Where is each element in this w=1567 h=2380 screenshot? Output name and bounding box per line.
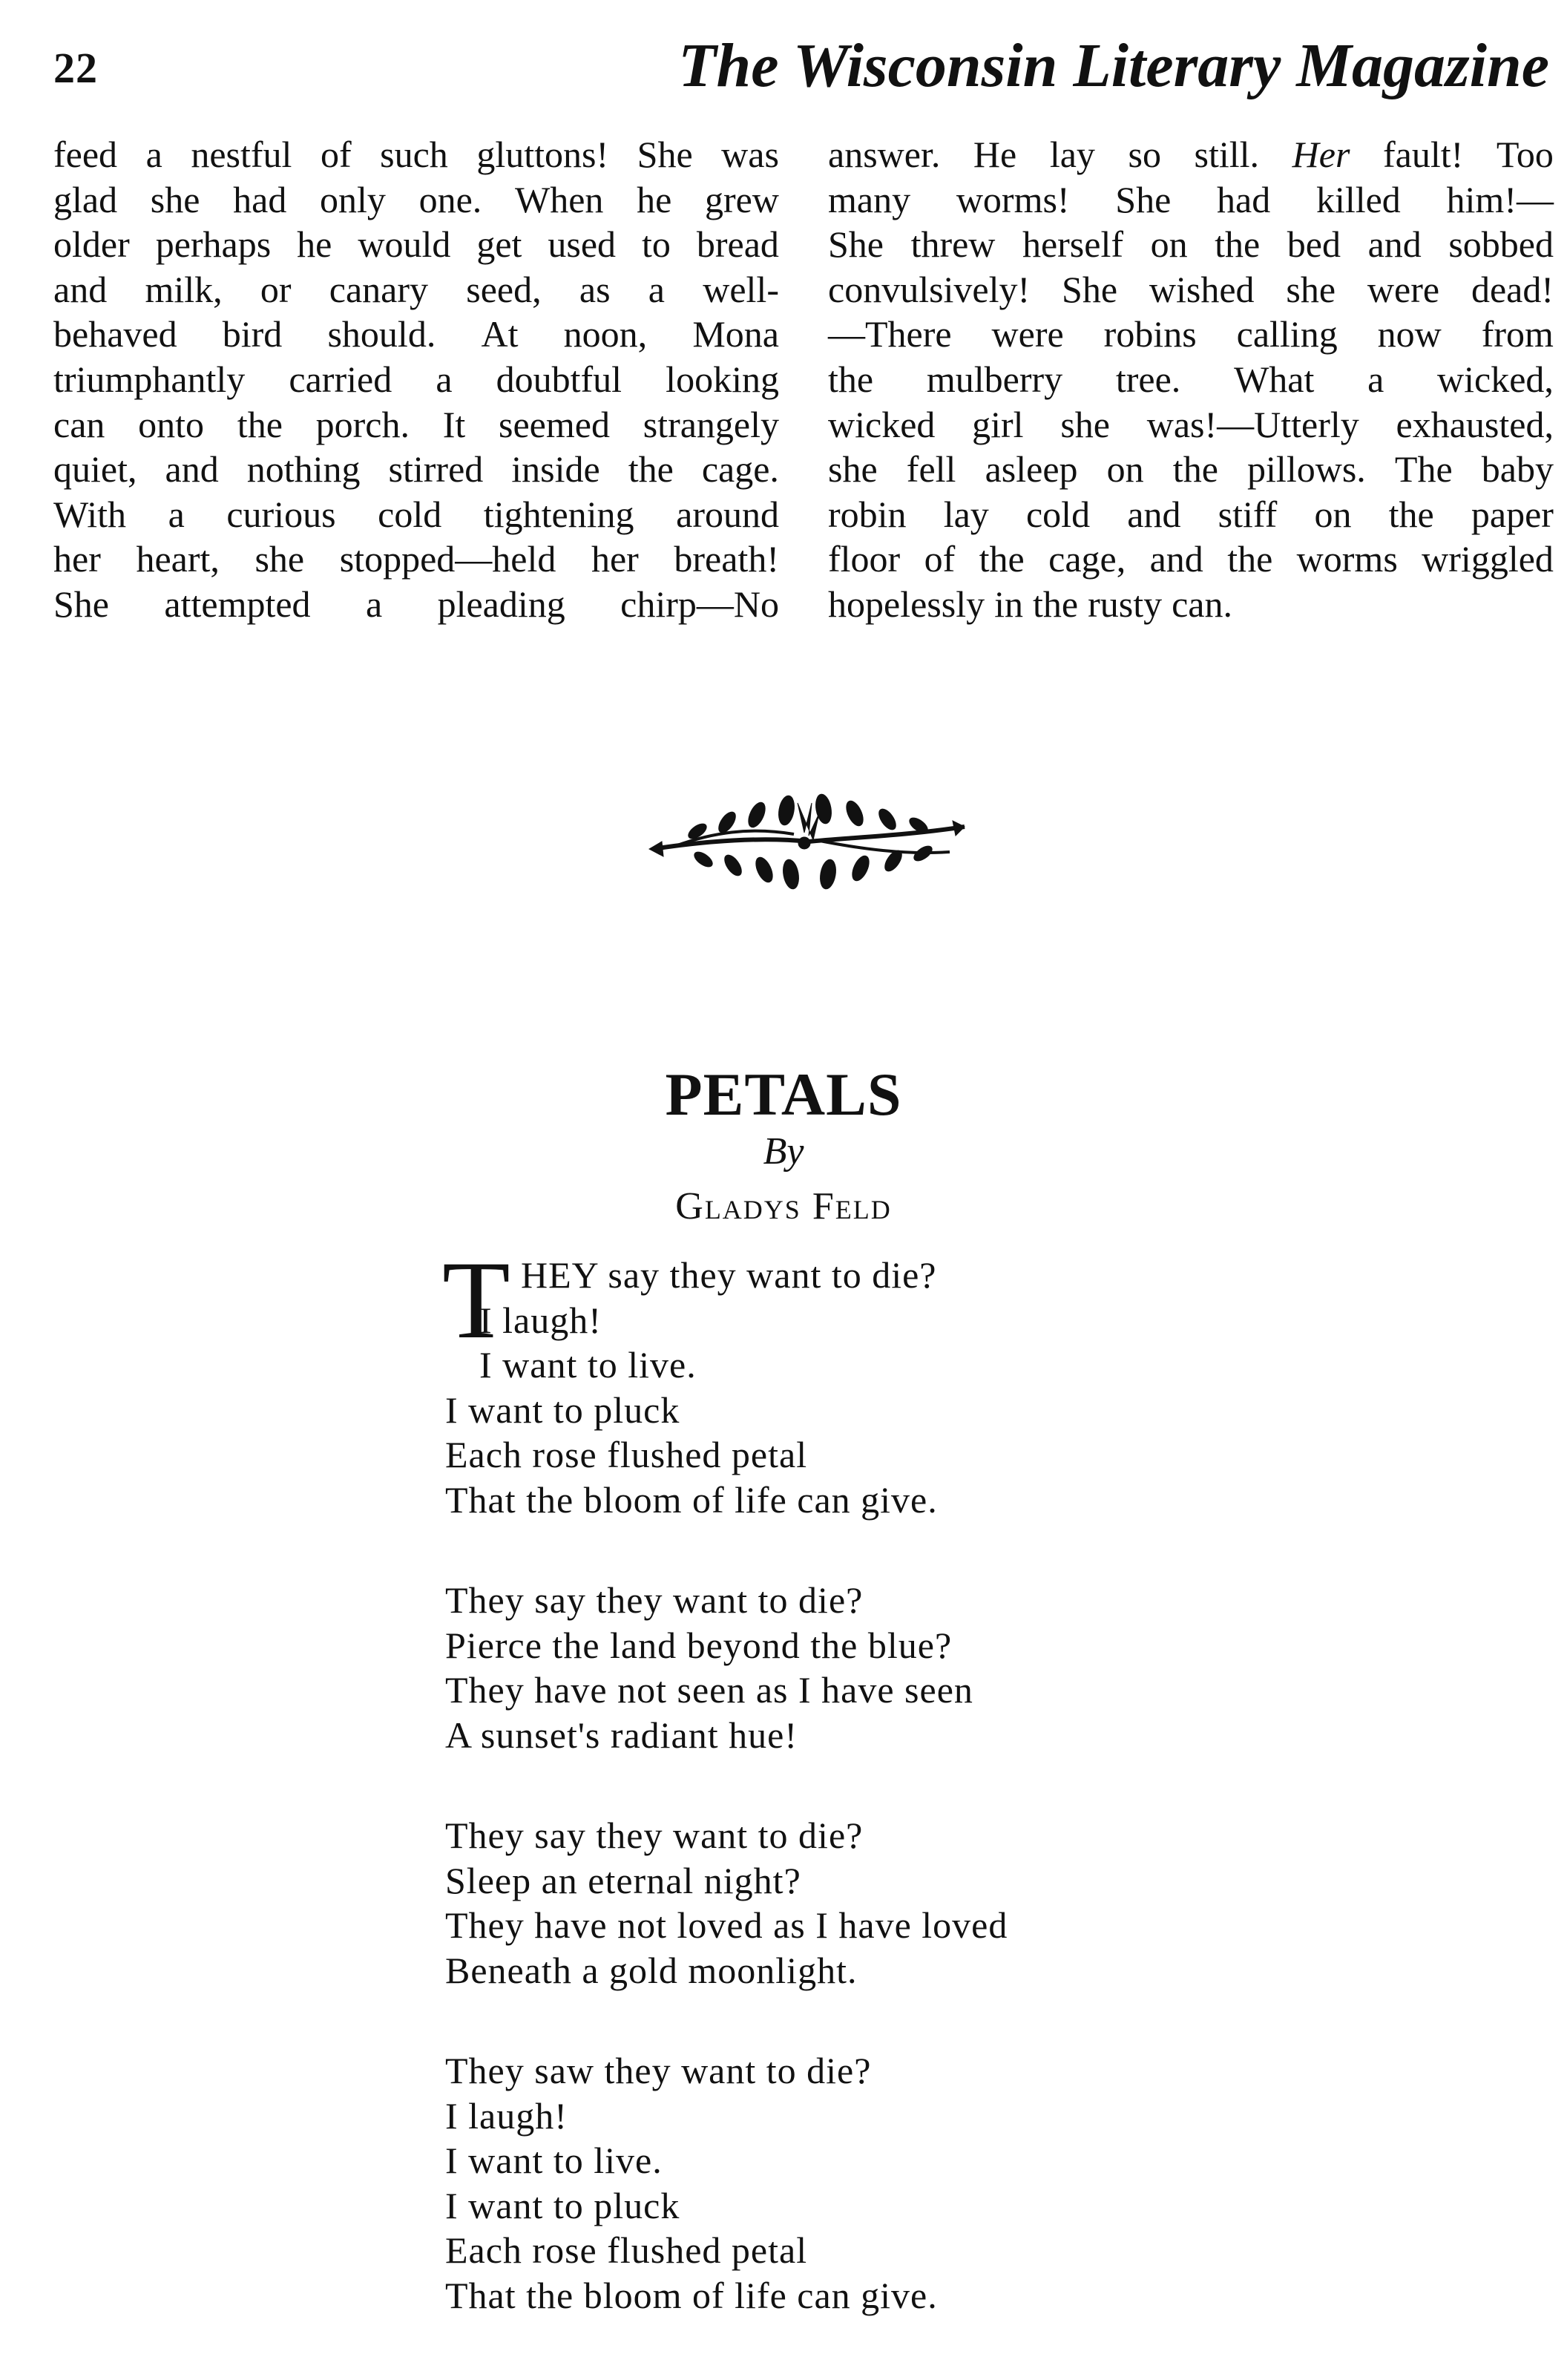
poem-line: That the bloom of life can give.	[445, 1478, 938, 1521]
prose-columns	[53, 132, 1554, 652]
poem-line: I want to pluck	[445, 1389, 680, 1431]
poem-line: I laugh!	[445, 2094, 568, 2137]
prose-line: She threw herself on the bed and sobbed	[828, 223, 1554, 266]
prose-left-column	[53, 132, 779, 627]
prose-line: and milk, or canary seed, as a well-	[53, 268, 779, 310]
prose-line: answer. He lay so still. Her fault! Too	[828, 134, 1554, 175]
prose-line: hopelessly in the rusty can.	[828, 583, 1232, 625]
poem-line: Pierce the land beyond the blue?	[445, 1624, 953, 1666]
poem-line: I want to live.	[445, 2140, 663, 2181]
poem-line: That the bloom of life can give.	[445, 2274, 938, 2316]
prose-line: wicked girl she was!—Utterly exhausted,	[828, 403, 1554, 445]
prose-line: convulsively! She wished she were dead!	[828, 268, 1554, 310]
leafy-branch-ornament-icon	[645, 788, 972, 899]
prose-line: quiet, and nothing stirred inside the cage.	[53, 448, 779, 491]
poem-line: They say they want to die?	[445, 1579, 864, 1621]
poem-stanza-1	[442, 1239, 1336, 1522]
prose-line: robin lay cold and stiff on the paper	[828, 493, 1554, 535]
prose-line: older perhaps he would get used to bread	[53, 223, 779, 266]
poem-stanza-2	[445, 1578, 1336, 1757]
prose-line: feed a nestful of such gluttons! She was	[53, 134, 779, 175]
poem-line: They saw they want to die?	[445, 2050, 872, 2091]
poem-line: A sunset's radiant hue!	[445, 1714, 798, 1756]
poem-line: They have not loved as I have loved	[445, 1904, 1008, 1946]
prose-line: triumphantly carried a doubtful looking	[53, 358, 779, 400]
poem-stanza-4	[445, 2048, 1336, 2318]
prose-line: behaved bird should. At noon, Mona	[53, 313, 779, 355]
poem-title: PETALS	[665, 1060, 902, 1128]
prose-line: With a curious cold tightening around	[53, 493, 779, 535]
running-head-magazine-title: The Wisconsin Literary Magazine	[678, 31, 1549, 100]
poem-line: Each rose flushed petal	[445, 2229, 808, 2271]
prose-line: can onto the porch. It seemed strangely	[53, 403, 779, 445]
prose-line: her heart, she stopped—held her breath!	[53, 538, 779, 580]
prose-right-column	[828, 132, 1554, 627]
prose-line: glad she had only one. When he grew	[53, 178, 779, 220]
drop-cap: T	[442, 1239, 511, 1362]
poem-line: They have not seen as I have seen	[445, 1669, 973, 1711]
poem-author: Gladys Feld	[675, 1185, 892, 1227]
prose-line: the mulberry tree. What a wicked,	[828, 358, 1554, 400]
poem-first-line-text: HEY say they want to die?	[521, 1254, 937, 1296]
prose-line: many worms! She had killed him!—	[828, 178, 1554, 220]
poem-line: I want to live.	[479, 1344, 697, 1386]
poem-stanza-3	[445, 1813, 1336, 1993]
poem-line: They say they want to die?	[445, 1814, 864, 1856]
poem-line: I want to pluck	[445, 2184, 680, 2226]
prose-line: floor of the cage, and the worms wriggled	[828, 538, 1554, 580]
poem-line: Each rose flushed petal	[445, 1434, 808, 1475]
prose-line: —There were robins calling now from	[828, 313, 1554, 355]
poem-line: I laugh!	[479, 1299, 602, 1341]
prose-line: she fell asleep on the pillows. The baby	[828, 448, 1554, 491]
page-number: 22	[53, 44, 98, 92]
prose-line: She attempted a pleading chirp—No	[53, 583, 779, 625]
poem-line: Beneath a gold moonlight.	[445, 1949, 858, 1991]
poem-byline: By	[763, 1130, 804, 1173]
poem-line: Sleep an eternal night?	[445, 1859, 801, 1901]
poem-body	[442, 1239, 1336, 2373]
